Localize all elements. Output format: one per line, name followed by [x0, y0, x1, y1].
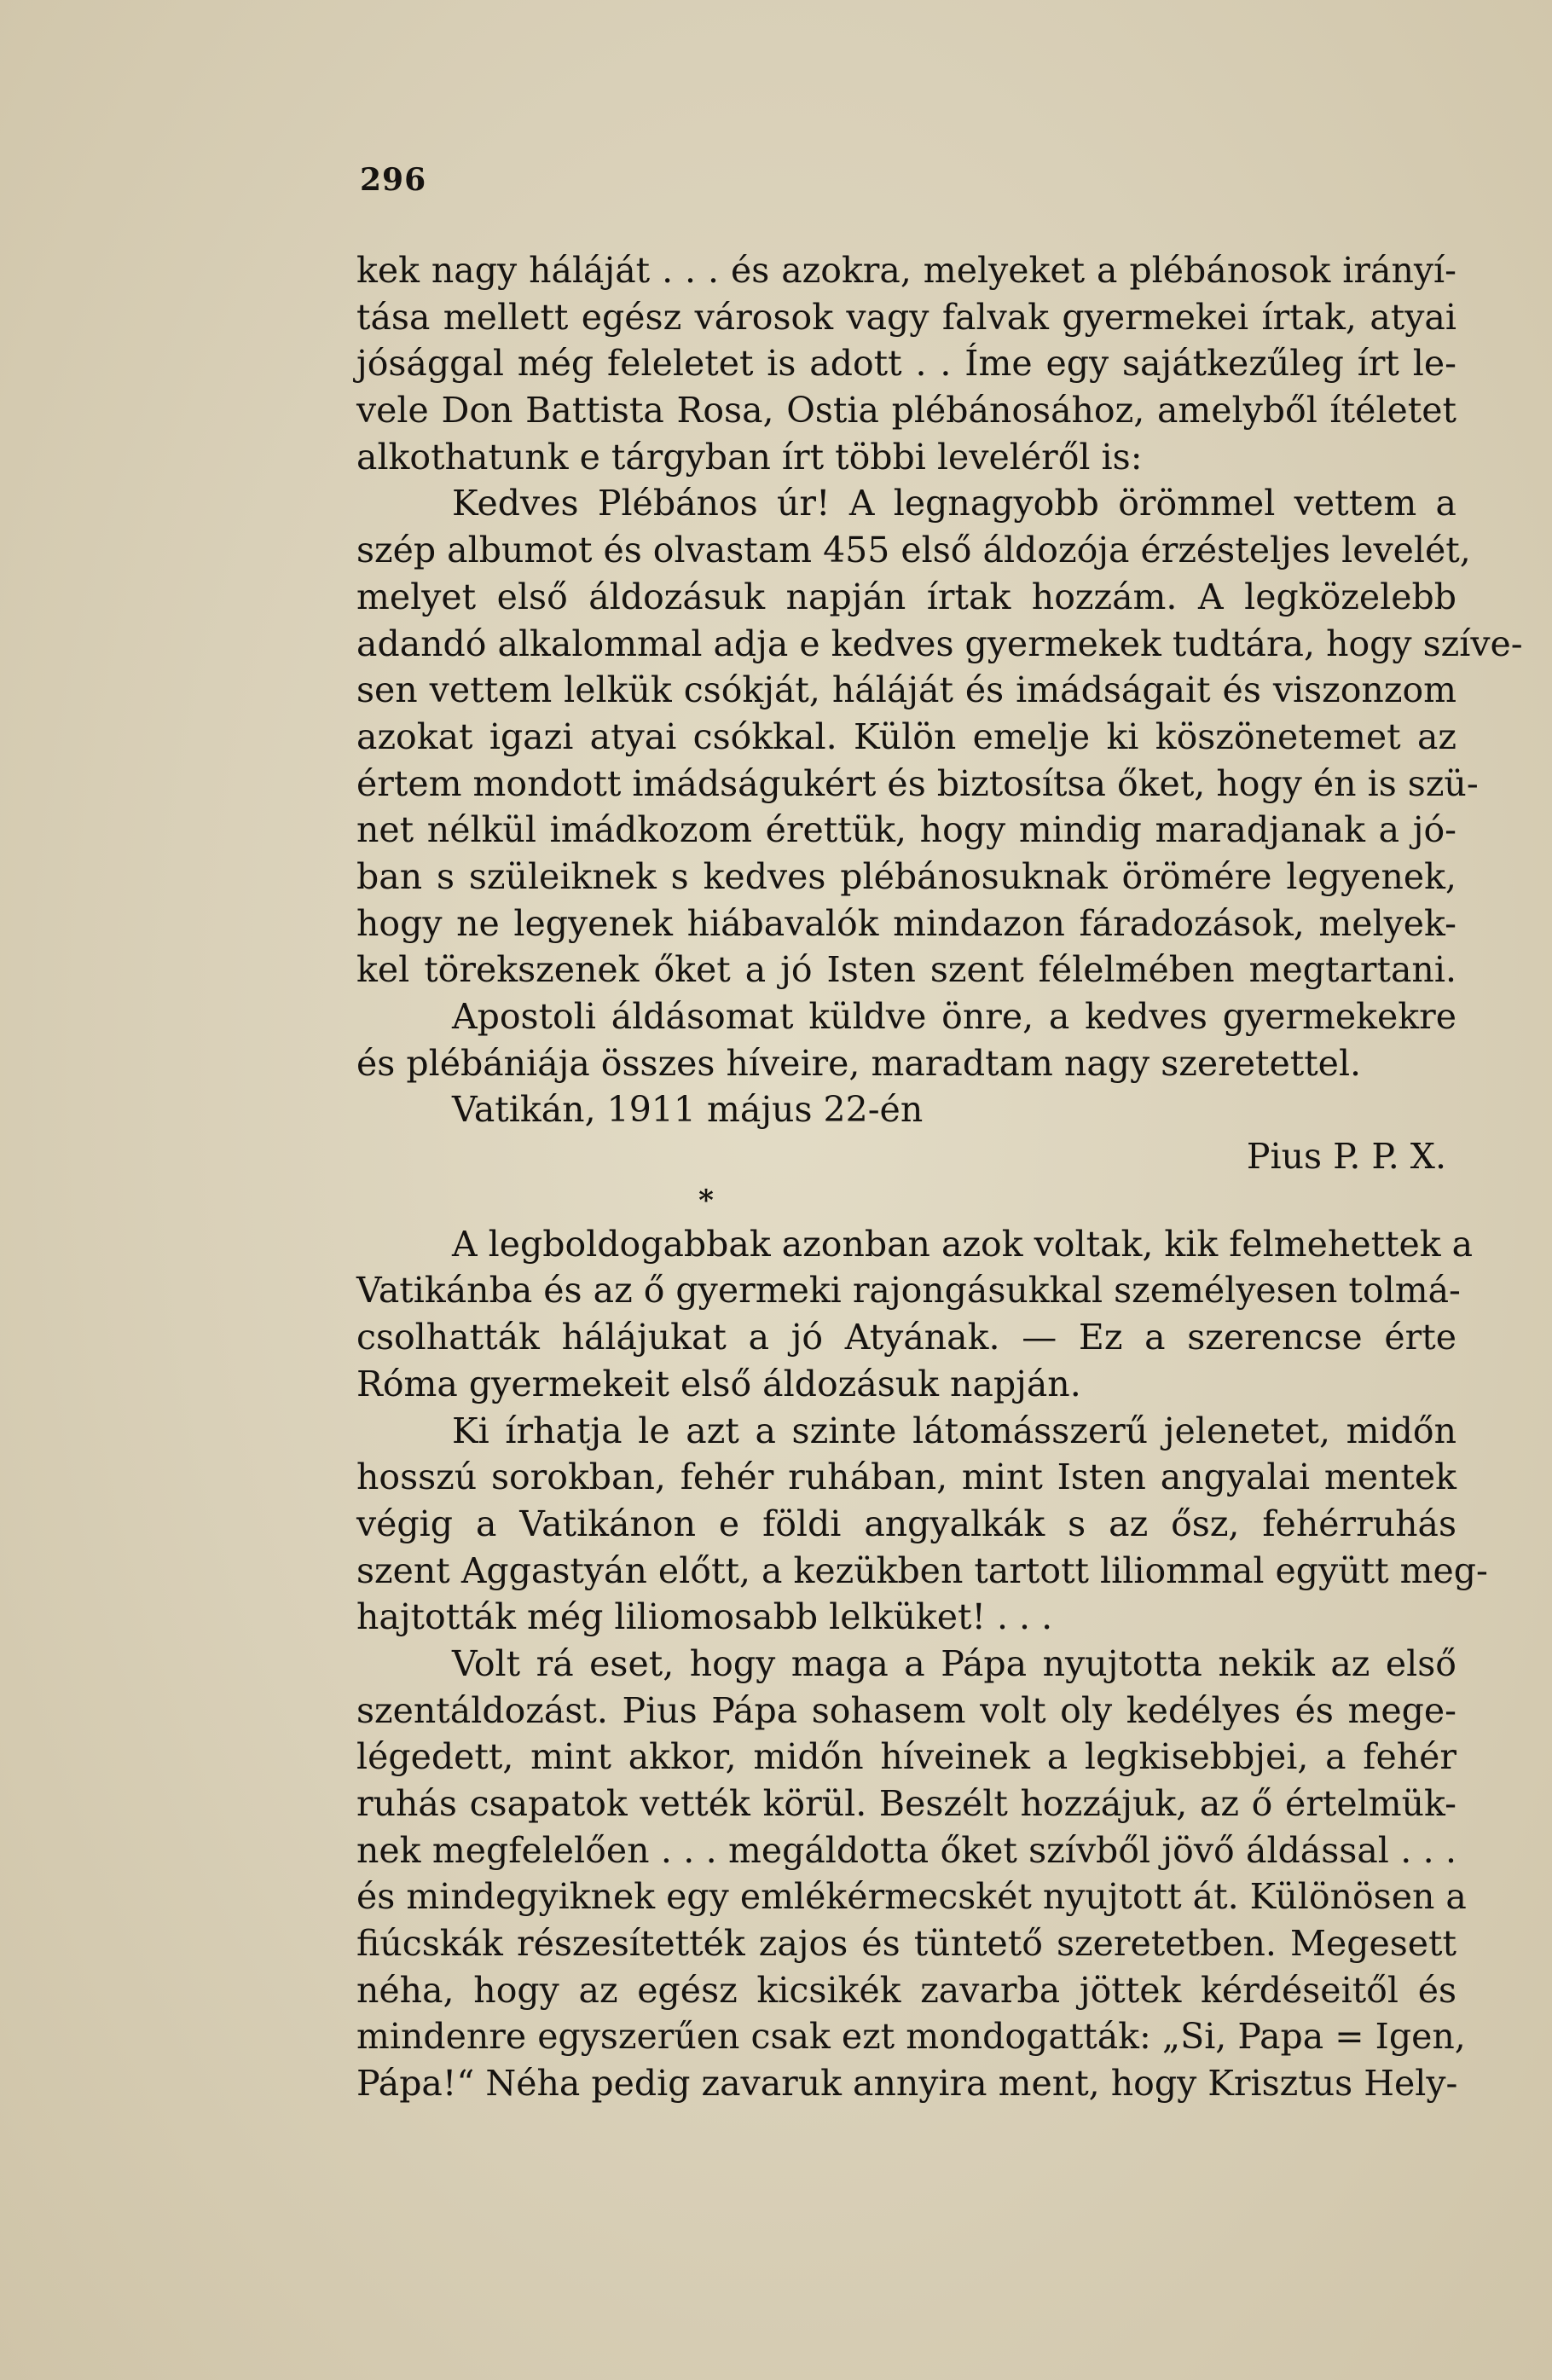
text-line: melyet első áldozásuk napján írtak hozzám. A legközelebb: [356, 576, 1456, 617]
text-line: azokat igazi atyai csókkal. Külön emelje ki köszönetemet az: [356, 715, 1456, 757]
text-line: sen vettem lelkük csókját, háláját és imádságait és viszonzom: [356, 669, 1456, 711]
text-line: kel törekszenek őket a jó Isten szent félelmében megtartani.: [356, 949, 1456, 991]
text-line: Vatikánba és az ő gyermeki rajongásukkal személyesen tolmá-: [356, 1270, 1461, 1312]
text-line: Vatikán, 1911 május 22-én: [452, 1089, 924, 1131]
text-line: hajtották még liliomosabb lelküket! . . .: [356, 1596, 1053, 1638]
text-line: szentáldozást. Pius Pápa sohasem volt oly kedélyes és mege-: [356, 1689, 1456, 1731]
text-line: mindenre egyszerűen csak ezt mondogatták: „Si, Papa = Igen,: [356, 2016, 1466, 2058]
text-line: nek megfelelően . . . megáldotta őket szívből jövő áldással . . .: [356, 1829, 1456, 1871]
text-line: Pápa!“ Néha pedig zavaruk annyira ment, hogy Krisztus Hely-: [356, 2063, 1458, 2105]
text-line: szent Aggastyán előtt, a kezükben tartott liliommal együtt meg-: [356, 1549, 1488, 1591]
text-line: A legboldogabbak azonban azok voltak, kik felmehettek a: [452, 1223, 1474, 1265]
text-line: net nélkül imádkozom érettük, hogy mindig maradjanak a jó-: [356, 809, 1456, 851]
text-line: jósággal még feleletet is adott . . Íme egy sajátkezűleg írt le-: [356, 343, 1456, 385]
text-line: fiúcskák részesítették zajos és tüntető szeretetben. Megesett: [356, 1923, 1456, 1965]
text-line: adandó alkalommal adja e kedves gyermekek tudtára, hogy szíve-: [356, 623, 1523, 664]
text-line: néha, hogy az egész kicsikék zavarba jöttek kérdéseitől és: [356, 1969, 1456, 2011]
text-line: és plébániája összes híveire, maradtam nagy szeretettel.: [356, 1042, 1362, 1084]
text-line: Ki írhatja le azt a szinte látomásszerű jelenetet, midőn: [452, 1410, 1456, 1451]
page-number: 296: [360, 162, 427, 198]
text-line: tása mellett egész városok vagy falvak gyermekei írtak, atyai: [356, 296, 1456, 338]
text-line: légedett, mint akkor, midőn híveinek a legkisebbjei, a fehér: [356, 1736, 1456, 1778]
section-separator: *: [698, 1183, 714, 1218]
text-line: Kedves Plébános úr! A legnagyobb örömmel vettem a: [452, 483, 1456, 524]
text-line: Apostoli áldásomat küldve önre, a kedves gyermekekre: [452, 996, 1456, 1037]
text-line: értem mondott imádságukért és biztosítsa őket, hogy én is szü-: [356, 762, 1479, 804]
text-line: ruhás csapatok vették körül. Beszélt hozzájuk, az ő értelmük-: [356, 1783, 1456, 1824]
text-line: vele Don Battista Rosa, Ostia plébánosához, amelyből ítéletet: [356, 390, 1456, 431]
text-line: Volt rá eset, hogy maga a Pápa nyujtotta nekik az első: [452, 1642, 1456, 1684]
text-line: Róma gyermekeit első áldozásuk napján.: [356, 1363, 1081, 1404]
text-line: szép albumot és olvastam 455 első áldozója érzésteljes levelét,: [356, 530, 1471, 571]
text-line: kek nagy háláját . . . és azokra, melyeket a plébánosok irányí-: [356, 250, 1456, 291]
text-line: végig a Vatikánon e földi angyalkák s az ősz, fehérruhás: [356, 1503, 1456, 1544]
text-line: Pius P. P. X.: [1246, 1136, 1446, 1178]
text-line: ban s szüleiknek s kedves plébánosuknak örömére legyenek,: [356, 855, 1456, 897]
body-text: [356, 247, 1523, 2107]
text-line: hogy ne legyenek hiábavalók mindazon fáradozások, melyek-: [356, 902, 1456, 944]
text-line: csolhatták hálájukat a jó Atyának. — Ez a szerencse érte: [356, 1317, 1456, 1358]
text-line: és mindegyiknek egy emlékérmecskét nyujtott át. Különösen a: [356, 1876, 1467, 1918]
text-line: alkothatunk e tárgyban írt többi leveléről is:: [356, 436, 1143, 478]
text-line: hosszú sorokban, fehér ruhában, mint Isten angyalai mentek: [356, 1456, 1456, 1498]
